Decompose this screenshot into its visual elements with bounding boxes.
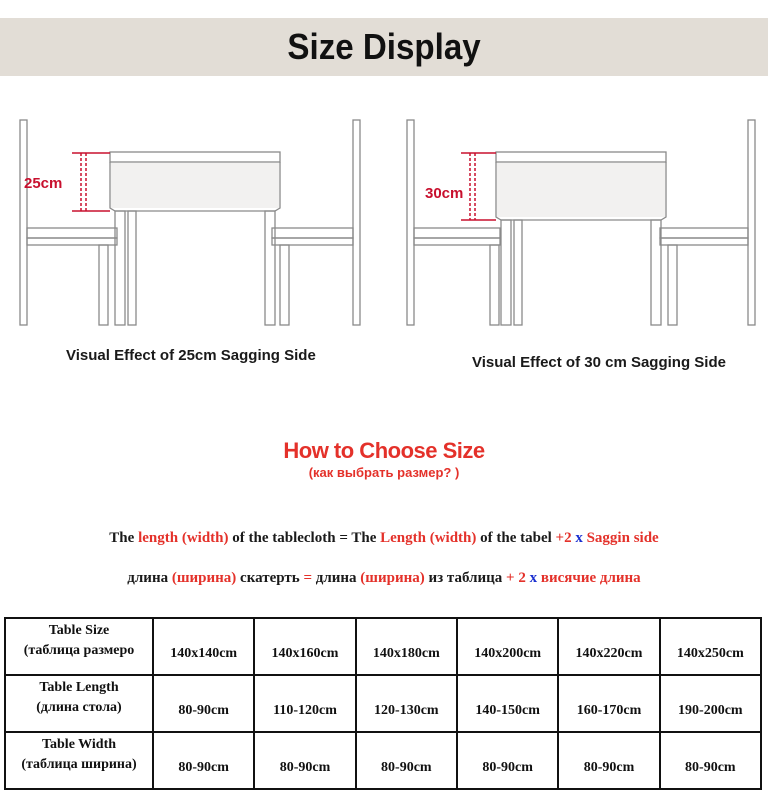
formula-en-part: Saggin side xyxy=(582,530,659,546)
table-cell: 120-130cm xyxy=(356,675,457,732)
table-cell: 80-90cm xyxy=(153,732,254,789)
row-label: Table Length xyxy=(39,680,119,695)
row-sublabel: (таблица размеро xyxy=(23,643,135,658)
page-title: Size Display xyxy=(287,26,481,67)
measure-label-25cm: 25cm xyxy=(24,175,63,192)
formula-english xyxy=(0,530,768,547)
table-row xyxy=(5,675,761,732)
formula-ru-part: висячие длина xyxy=(537,570,641,586)
table-cell: 140x200cm xyxy=(457,618,558,675)
formula-en-part: of the tabel xyxy=(476,530,556,546)
caption-30cm: Visual Effect of 30 cm Sagging Side xyxy=(472,354,726,371)
row-header xyxy=(5,732,153,789)
scene-25cm xyxy=(10,110,370,335)
table-cell: 140-150cm xyxy=(457,675,558,732)
table-cell: 140x160cm xyxy=(254,618,355,675)
formula-en-part: +2 xyxy=(555,530,576,546)
measure-marker-25cm xyxy=(72,153,110,211)
formula-ru-part: из таблица xyxy=(424,570,507,586)
formula-ru-part: x xyxy=(529,570,538,586)
formula-en-part: of the tablecloth = The xyxy=(228,530,381,546)
table-row xyxy=(5,732,761,789)
row-sublabel: (таблица ширина) xyxy=(21,757,137,772)
table-row xyxy=(5,618,761,675)
title-banner xyxy=(0,18,768,76)
formula-en-part: x xyxy=(575,530,583,546)
measure-label-30cm: 30cm xyxy=(425,185,464,202)
table-cell: 80-90cm xyxy=(660,732,761,789)
formula-ru-part: (ширина) xyxy=(171,570,237,586)
table-cell: 110-120cm xyxy=(254,675,355,732)
how-to-title: How to Choose Size xyxy=(283,438,485,463)
table-cell: 80-90cm xyxy=(153,675,254,732)
table-cell: 190-200cm xyxy=(660,675,761,732)
table-cell: 80-90cm xyxy=(254,732,355,789)
row-sublabel: (длина стола) xyxy=(36,700,122,715)
formula-ru-part: длина xyxy=(127,570,172,586)
formula-ru-part: скатерть xyxy=(236,570,304,586)
table-cell: 140x250cm xyxy=(660,618,761,675)
formula-ru-part: = xyxy=(303,570,312,586)
how-to-subtitle: (как выбрать размер? ) xyxy=(308,465,460,480)
formula-ru-part: длина xyxy=(312,570,361,586)
row-label: Table Size xyxy=(48,623,110,638)
table-cell: 80-90cm xyxy=(558,732,659,789)
formula-ru-part: + 2 xyxy=(506,570,530,586)
table-cell: 140x140cm xyxy=(153,618,254,675)
formula-russian xyxy=(0,570,768,587)
formula-en-part: Length (width) xyxy=(380,530,477,546)
formula-en-part: The xyxy=(109,530,139,546)
size-table xyxy=(4,617,762,790)
caption-25cm: Visual Effect of 25cm Sagging Side xyxy=(66,347,316,364)
row-header xyxy=(5,675,153,732)
table-cell: 80-90cm xyxy=(356,732,457,789)
row-label: Table Width xyxy=(41,737,117,752)
formula-ru-part: (ширина) xyxy=(360,570,425,586)
table-cell: 160-170cm xyxy=(558,675,659,732)
formula-en-part: length (width) xyxy=(138,530,229,546)
table-chairs-illustration-30cm xyxy=(403,110,763,335)
row-header xyxy=(5,618,153,675)
table-chairs-illustration-25cm xyxy=(10,110,370,335)
table-cell: 140x180cm xyxy=(356,618,457,675)
table-cell: 80-90cm xyxy=(457,732,558,789)
table-cell: 140x220cm xyxy=(558,618,659,675)
measure-marker-30cm xyxy=(461,153,496,220)
scene-30cm xyxy=(403,110,763,335)
